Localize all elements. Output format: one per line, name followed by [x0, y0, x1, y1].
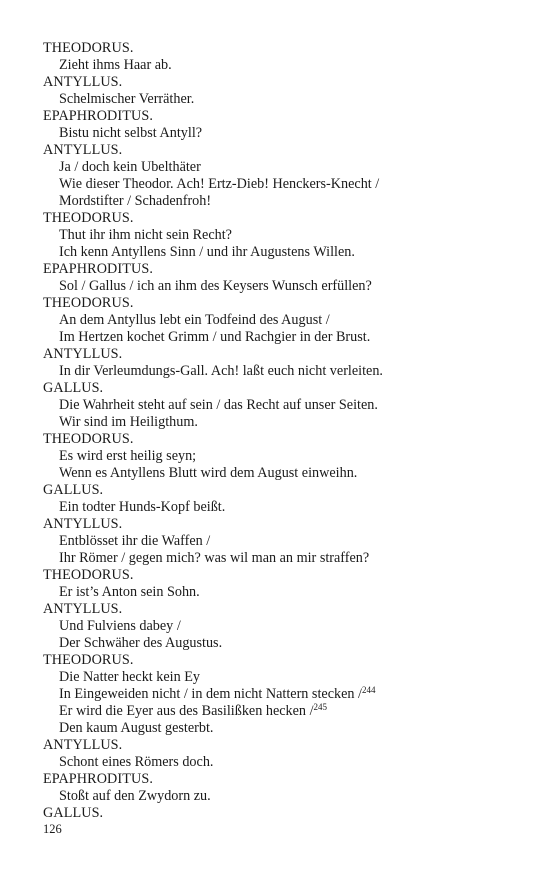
speaker-text: ANTYLLUS.: [43, 516, 123, 532]
speaker-name: [43, 482, 523, 499]
speaker-name: [43, 737, 523, 754]
verse-line: [43, 465, 523, 482]
verse-text: Mordstifter / Schadenfroh!: [59, 193, 212, 209]
verse-line: [43, 312, 523, 329]
speaker-name: [43, 431, 523, 448]
speaker-text: THEODORUS.: [43, 567, 134, 583]
speaker-name: [43, 516, 523, 533]
speaker-name: [43, 567, 523, 584]
verse-line: [43, 278, 523, 295]
speaker-text: THEODORUS.: [43, 652, 134, 668]
speaker-text: EPAPHRODITUS.: [43, 108, 153, 124]
speaker-name: [43, 771, 523, 788]
verse-text: Sol / Gallus / ich an ihm des Keysers Wunsch erfüllen?: [59, 278, 372, 294]
verse-text: In dir Verleumdungs-Gall. Ach! laßt euch nicht verleiten.: [59, 363, 383, 379]
speaker-text: ANTYLLUS.: [43, 142, 123, 158]
speaker-name: [43, 652, 523, 669]
verse-text: Bistu nicht selbst Antyll?: [59, 125, 203, 141]
speaker-name: [43, 295, 523, 312]
verse-text: Den kaum August gesterbt.: [59, 720, 214, 736]
verse-text: Er wird die Eyer aus des Basilißken hecken /: [59, 703, 314, 719]
verse-line: [43, 244, 523, 261]
verse-line: [43, 363, 523, 380]
speaker-name: [43, 601, 523, 618]
verse-line: [43, 397, 523, 414]
verse-text: Er ist’s Anton sein Sohn.: [59, 584, 200, 600]
verse-line: [43, 159, 523, 176]
speaker-name: [43, 346, 523, 363]
verse-line: [43, 57, 523, 74]
verse-text: Zieht ihms Haar ab.: [59, 57, 172, 73]
verse-line: [43, 788, 523, 805]
verse-text: Ja / doch kein Ubelthäter: [59, 159, 201, 175]
footnote-marker: 245: [313, 702, 328, 712]
verse-text: Schelmischer Verräther.: [59, 91, 195, 107]
verse-line: [43, 754, 523, 771]
speaker-text: THEODORUS.: [43, 40, 134, 56]
speaker-text: ANTYLLUS.: [43, 346, 123, 362]
verse-text: Schont eines Römers doch.: [59, 754, 214, 770]
verse-text: Wie dieser Theodor. Ach! Ertz-Dieb! Henckers-Knecht /: [59, 176, 380, 192]
verse-line: [43, 414, 523, 431]
speaker-name: [43, 380, 523, 397]
speaker-name: [43, 74, 523, 91]
verse-text: Ich kenn Antyllens Sinn / und ihr Augustens Willen.: [59, 244, 355, 260]
verse-text: Im Hertzen kochet Grimm / und Rachgier in der Brust.: [59, 329, 371, 345]
verse-text: Wir sind im Heiligthum.: [59, 414, 198, 430]
footnote-marker: 244: [361, 685, 376, 695]
verse-line: [43, 125, 523, 142]
verse-line: [43, 176, 523, 193]
speaker-text: GALLUS.: [43, 482, 104, 498]
verse-text: Und Fulviens dabey /: [59, 618, 181, 634]
verse-line: [43, 618, 523, 635]
verse-line: [43, 635, 523, 652]
speaker-name: [43, 210, 523, 227]
verse-line: [43, 703, 523, 720]
speaker-text: THEODORUS.: [43, 431, 134, 447]
speaker-name: [43, 40, 523, 57]
verse-line: [43, 550, 523, 567]
text-column: [43, 40, 523, 822]
speaker-text: GALLUS.: [43, 380, 104, 396]
verse-text: Die Natter heckt kein Ey: [59, 669, 201, 685]
verse-text: Thut ihr ihm nicht sein Recht?: [59, 227, 232, 243]
verse-line: [43, 499, 523, 516]
speaker-name: [43, 142, 523, 159]
verse-line: [43, 686, 523, 703]
speaker-text: EPAPHRODITUS.: [43, 261, 153, 277]
speaker-text: THEODORUS.: [43, 210, 134, 226]
speaker-text: EPAPHRODITUS.: [43, 771, 153, 787]
verse-line: [43, 720, 523, 737]
speaker-name: [43, 805, 523, 822]
verse-text: Ein todter Hunds-Kopf beißt.: [59, 499, 226, 515]
verse-line: [43, 193, 523, 210]
speaker-name: [43, 261, 523, 278]
speaker-text: THEODORUS.: [43, 295, 134, 311]
verse-line: [43, 91, 523, 108]
speaker-text: GALLUS.: [43, 805, 104, 821]
verse-text: Es wird erst heilig seyn;: [59, 448, 197, 464]
verse-line: [43, 329, 523, 346]
speaker-text: ANTYLLUS.: [43, 737, 123, 753]
speaker-text: ANTYLLUS.: [43, 74, 123, 90]
page-number: 126: [43, 822, 62, 836]
speaker-name: [43, 108, 523, 125]
verse-text: Die Wahrheit steht auf sein / das Recht auf unser Seiten.: [59, 397, 378, 413]
verse-text: In Eingeweiden nicht / in dem nicht Nattern stecken /: [59, 686, 362, 702]
verse-line: [43, 227, 523, 244]
verse-text: Entblösset ihr die Waffen /: [59, 533, 211, 549]
dialogue-lines: [43, 40, 523, 822]
verse-line: [43, 584, 523, 601]
speaker-text: ANTYLLUS.: [43, 601, 123, 617]
verse-text: An dem Antyllus lebt ein Todfeind des August /: [59, 312, 330, 328]
verse-text: Ihr Römer / gegen mich? was wil man an mir straffen?: [59, 550, 370, 566]
verse-text: Stoßt auf den Zwydorn zu.: [59, 788, 211, 804]
verse-text: Wenn es Antyllens Blutt wird dem August einweihn.: [59, 465, 358, 481]
verse-line: [43, 669, 523, 686]
verse-line: [43, 448, 523, 465]
verse-text: Der Schwäher des Augustus.: [59, 635, 223, 651]
verse-line: [43, 533, 523, 550]
